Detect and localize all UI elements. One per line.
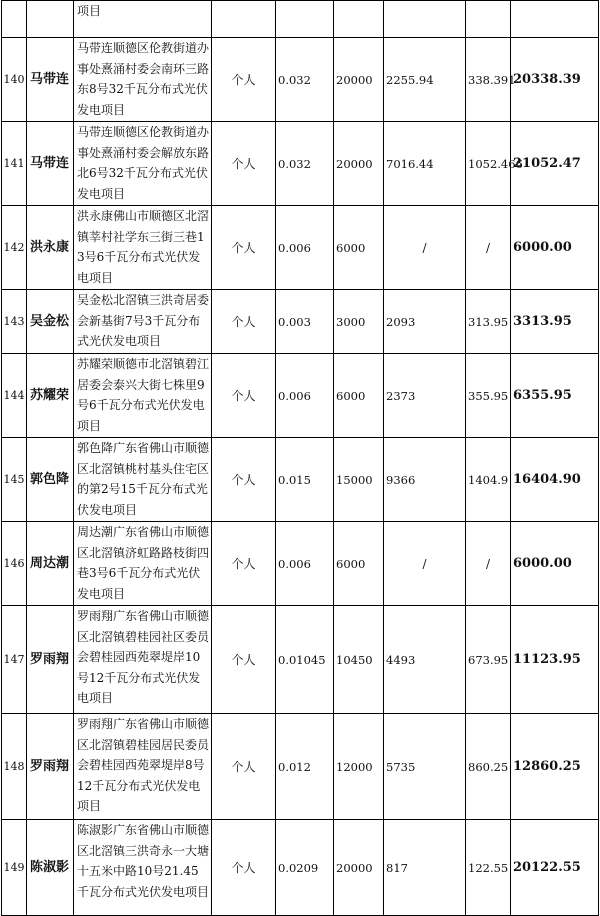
table-row [2, 820, 599, 916]
table-row [2, 122, 599, 206]
total-amount: 20338.39 [511, 38, 599, 122]
bonus-value: / [466, 206, 511, 290]
capacity-value: 0.032 [276, 38, 334, 122]
generation-value: / [384, 206, 466, 290]
capacity-value [276, 1, 334, 38]
row-number [2, 1, 27, 38]
capacity-value: 0.012 [276, 714, 334, 820]
generation-value: 4493 [384, 606, 466, 714]
person-name [27, 1, 74, 38]
table-row [2, 606, 599, 714]
row-number: 149 [2, 820, 27, 916]
person-name: 马带连 [27, 122, 74, 206]
bonus-value: 860.25 [466, 714, 511, 820]
subsidy-base-value: 15000 [334, 438, 384, 522]
applicant-type: 个人 [212, 354, 276, 438]
total-amount: 6000.00 [511, 522, 599, 606]
subsidy-base-value: 6000 [334, 354, 384, 438]
person-name: 洪永康 [27, 206, 74, 290]
applicant-type: 个人 [212, 714, 276, 820]
row-number: 148 [2, 714, 27, 820]
generation-value: 2373 [384, 354, 466, 438]
generation-value [384, 1, 466, 38]
capacity-value: 0.006 [276, 354, 334, 438]
subsidy-base-value [334, 1, 384, 38]
subsidy-base-value: 6000 [334, 206, 384, 290]
total-amount: 20122.55 [511, 820, 599, 916]
subsidy-base-value: 20000 [334, 820, 384, 916]
table-row [2, 206, 599, 290]
generation-value: / [384, 522, 466, 606]
capacity-value: 0.006 [276, 206, 334, 290]
row-number: 146 [2, 522, 27, 606]
capacity-value: 0.0209 [276, 820, 334, 916]
subsidy-base-value: 10450 [334, 606, 384, 714]
total-amount: 21052.47 [511, 122, 599, 206]
table-row [2, 354, 599, 438]
applicant-type: 个人 [212, 438, 276, 522]
subsidy-base-value: 20000 [334, 122, 384, 206]
bonus-value: 122.55 [466, 820, 511, 916]
generation-value: 9366 [384, 438, 466, 522]
person-name: 吴金松 [27, 290, 74, 354]
person-name: 苏耀荣 [27, 354, 74, 438]
project-description: 马带连顺德区伦教街道办事处熹涌村委会南环三路东8号32千瓦分布式光伏发电项目 [74, 38, 212, 122]
capacity-value: 0.015 [276, 438, 334, 522]
total-amount: 16404.90 [511, 438, 599, 522]
table-row [2, 714, 599, 820]
person-name: 马带连 [27, 38, 74, 122]
applicant-type: 个人 [212, 206, 276, 290]
table-row [2, 522, 599, 606]
bonus-value: / [466, 522, 511, 606]
table-row [2, 38, 599, 122]
applicant-type: 个人 [212, 820, 276, 916]
applicant-type: 个人 [212, 122, 276, 206]
subsidy-base-value: 6000 [334, 522, 384, 606]
project-description: 吴金松北滘镇三洪奇居委会新基街7号3千瓦分布式光伏发电项目 [74, 290, 212, 354]
project-description: 罗雨翔广东省佛山市顺德区北滘镇碧桂园居民委员会碧桂园西苑翠堤岸8号12千瓦分布式光伏发电项目 [74, 714, 212, 820]
total-amount: 12860.25 [511, 714, 599, 820]
row-number: 143 [2, 290, 27, 354]
applicant-type [212, 1, 276, 38]
total-amount: 3313.95 [511, 290, 599, 354]
table-row [2, 438, 599, 522]
project-description: 苏耀荣顺德市北滘镇碧江居委会泰兴大街七株里9号6千瓦分布式光伏发电项目 [74, 354, 212, 438]
capacity-value: 0.01045 [276, 606, 334, 714]
bonus-value: 355.95 [466, 354, 511, 438]
generation-value: 7016.44 [384, 122, 466, 206]
applicant-type: 个人 [212, 606, 276, 714]
bonus-value: 1404.9 [466, 438, 511, 522]
project-description: 郭色降广东省佛山市顺德区北滘镇桃村基头住宅区的第2号15千瓦分布式光伏发电项目 [74, 438, 212, 522]
project-description: 罗雨翔广东省佛山市顺德区北滘镇碧桂园社区委员会碧桂园西苑翠堤岸10号12千瓦分布式光伏发电项目 [74, 606, 212, 714]
row-number: 145 [2, 438, 27, 522]
person-name: 郭色降 [27, 438, 74, 522]
person-name: 罗雨翔 [27, 606, 74, 714]
capacity-value: 0.003 [276, 290, 334, 354]
subsidy-base-value: 12000 [334, 714, 384, 820]
person-name: 周达潮 [27, 522, 74, 606]
generation-value: 817 [384, 820, 466, 916]
row-number: 142 [2, 206, 27, 290]
bonus-value: 1052.466 [466, 122, 511, 206]
project-description: 陈淑影广东省佛山市顺德区北滘镇三洪奇永一大塘十五米中路10号21.45千瓦分布式光伏发电项目 [74, 820, 212, 916]
applicant-type: 个人 [212, 290, 276, 354]
table-row [2, 1, 599, 38]
bonus-value: 338.391 [466, 38, 511, 122]
table-body [2, 1, 599, 916]
subsidy-base-value: 20000 [334, 38, 384, 122]
capacity-value: 0.006 [276, 522, 334, 606]
project-description: 洪永康佛山市顺德区北滘镇莘村社学东三街三巷13号6千瓦分布式光伏发电项目 [74, 206, 212, 290]
row-number: 144 [2, 354, 27, 438]
generation-value: 2255.94 [384, 38, 466, 122]
generation-value: 2093 [384, 290, 466, 354]
project-description: 项目 [74, 1, 212, 38]
bonus-value: 313.95 [466, 290, 511, 354]
applicant-type: 个人 [212, 38, 276, 122]
capacity-value: 0.032 [276, 122, 334, 206]
person-name: 罗雨翔 [27, 714, 74, 820]
subsidy-base-value: 3000 [334, 290, 384, 354]
project-description: 马带连顺德区伦教街道办事处熹涌村委会解放东路北6号32千瓦分布式光伏发电项目 [74, 122, 212, 206]
total-amount: 6000.00 [511, 206, 599, 290]
project-description: 周达潮广东省佛山市顺德区北滘镇济虹路路枝街四巷3号6千瓦分布式光伏发电项目 [74, 522, 212, 606]
row-number: 140 [2, 38, 27, 122]
bonus-value: 673.95 [466, 606, 511, 714]
applicant-type: 个人 [212, 522, 276, 606]
row-number: 147 [2, 606, 27, 714]
total-amount: 11123.95 [511, 606, 599, 714]
generation-value: 5735 [384, 714, 466, 820]
table-row [2, 290, 599, 354]
row-number: 141 [2, 122, 27, 206]
total-amount: 6355.95 [511, 354, 599, 438]
bonus-value [466, 1, 511, 38]
subsidy-table [1, 0, 599, 916]
person-name: 陈淑影 [27, 820, 74, 916]
total-amount [511, 1, 599, 38]
